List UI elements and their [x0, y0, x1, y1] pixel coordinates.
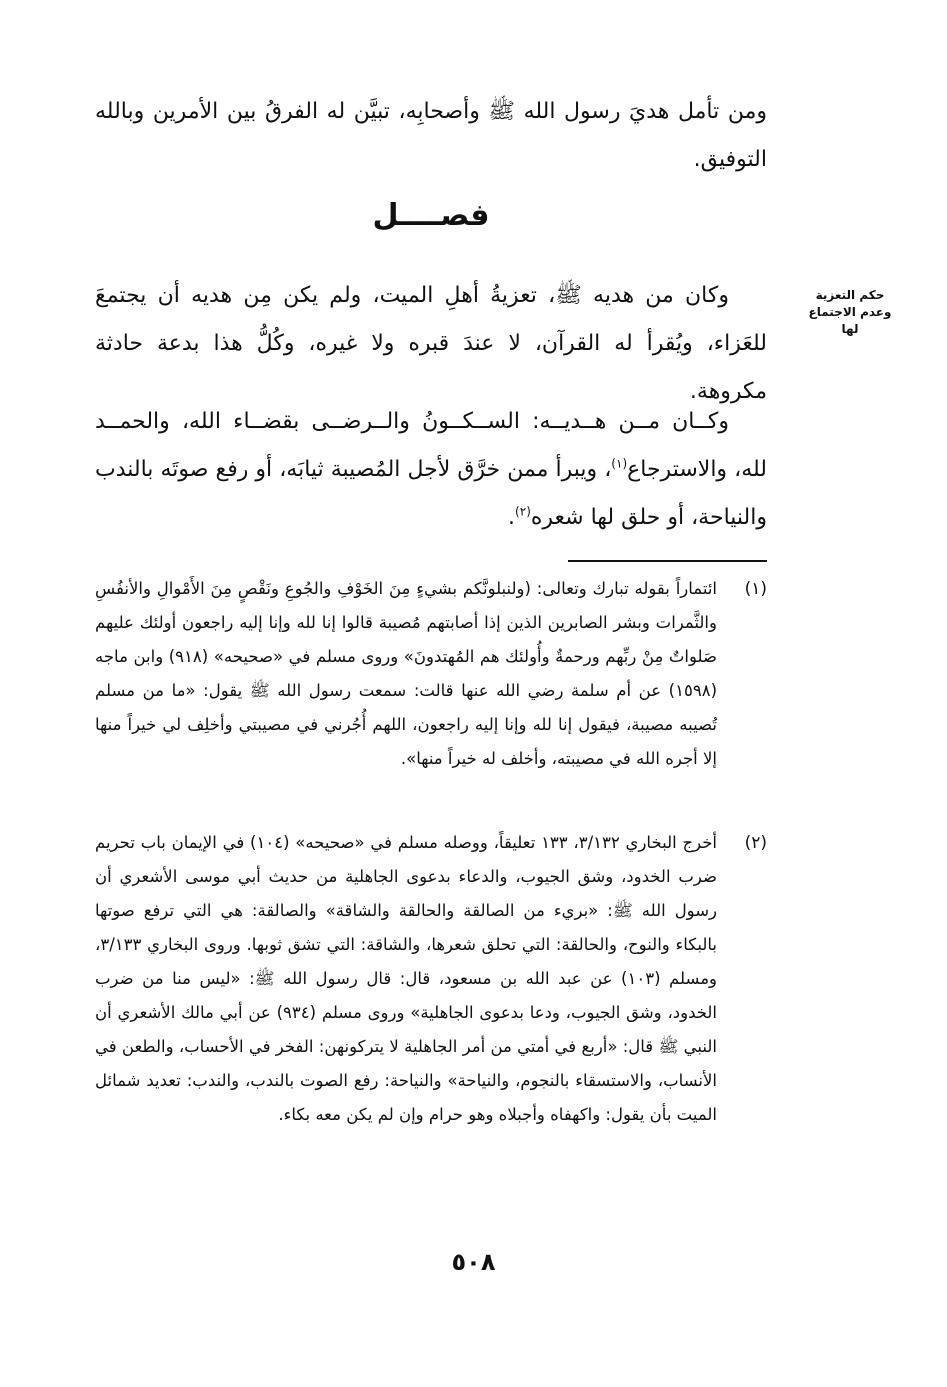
paragraph-intro: ومن تأمل هديَ رسول الله ﷺ وأصحابِه، تبيَّن له الفرقُ بين الأمرين وبالله التوفيق. — [95, 99, 767, 172]
paragraph-guidance — [95, 398, 767, 542]
footnote-2 — [95, 826, 767, 1132]
footnote-text: أخرج البخاري ٣/١٣٢، ١٣٣ تعليقاً، ووصله مسلم في «صحيحه» (١٠٤) في الإيمان باب تحريم ضرب الخدود، وشق الجيوب، والدعاء بدعوى الجاهلية من حديث أبي موسى الأشعري أن رسول الله ﷺ: «بريء من الصالقة والحالقة والشاقة» والصالقة: هي التي ترفع صوتها بالبكاء والنوح، والحالقة: التي تحلق شعرها، والشاقة: التي تشق ثوبها. وروى البخاري ٣/١٣٣، ومسلم (١٠٣) عن عبد الله بن مسعود، قال: قال رسول الله ﷺ: «ليس منا من ضرب الخدود، وشق الجيوب، ودعا بدعوى الجاهلية» وروى مسلم (٩٣٤) عن أبي مالك الأشعري أن النبي ﷺ قال: «أربع في أمتي من أمر الجاهلية لا يتركونهن: الفخر في الأحساب، والطعن في الأنساب، والاستسقاء بالنجوم، والنياحة» والنياحة: رفع الصوت بالندب، والندب: تعديد شمائل الميت بأن يقول: واكهفاه وأجبلاه وهو حرام وإن لم يكن معه بكاء. — [95, 833, 718, 1124]
paragraph-condolence: وكان من هديه ﷺ، تعزيةُ أهلِ الميت، ولم يكن مِن هديه أن يجتمعَ للعَزاء، ويُقرأ له القرآن، لا عندَ قبره ولا غيره، وكُلُّ هذا بدعة حادثة مكروهة. — [95, 283, 767, 404]
paragraph-guidance-text-1: وكــان مــن هــديــه: الســكــونُ والــرضــى بقضــاء الله، والحمــد لله، والاسترجاع — [95, 409, 767, 482]
section-title: فصــــل — [372, 198, 490, 233]
page-number: ٥٠٨ — [451, 1248, 496, 1276]
paragraph-guidance-text-3: . — [508, 505, 516, 530]
footnote-1 — [95, 572, 767, 776]
footnote-number: (١) — [744, 579, 767, 599]
footnote-number: (٢) — [744, 833, 767, 853]
footnote-ref-1[interactable]: (١) — [611, 456, 628, 471]
paragraph-guidance-text-2: ، ويبرأ ممن خرَّق لأجل المُصيبة ثيابَه، أو رفع صوتَه بالندب والنياحة، أو حلق لها شعره — [95, 457, 767, 530]
footnote-divider — [568, 560, 767, 562]
footnote-text: ائتماراً بقوله تبارك وتعالى: (ولنبلونَّكم بشيءٍ مِنَ الخَوْفِ والجُوعِ ونَقْصٍ مِنَ الأَمْوالِ والأنفُسِ والثَّمرات وبشر الصابرين الذين إذا أصابتهم مُصيبة قالوا إنا لله وإنا إليه راجعون أولئك عليهم صَلواتٌ مِنْ ربِّهم ورحمةٌ وأُولئك هم المُهتدونَ» وروى مسلم في «صحيحه» (٩١٨) وابن ماجه (١٥٩٨) عن أم سلمة رضي الله عنها قالت: سمعت رسول الله ﷺ يقول: «ما من مسلم تُصيبه مصيبة، فيقول إنا لله وإنا إليه راجعون، اللهم أُجُرني في مصيبتي وأخلِف لي خيراً منها إلا أجره الله في مصيبته، وأخلف له خيراً منها». — [95, 579, 717, 768]
margin-note: حكم التعزية وعدم الاجتماع لها — [808, 288, 892, 336]
footnote-ref-2[interactable]: (٢) — [515, 504, 531, 519]
